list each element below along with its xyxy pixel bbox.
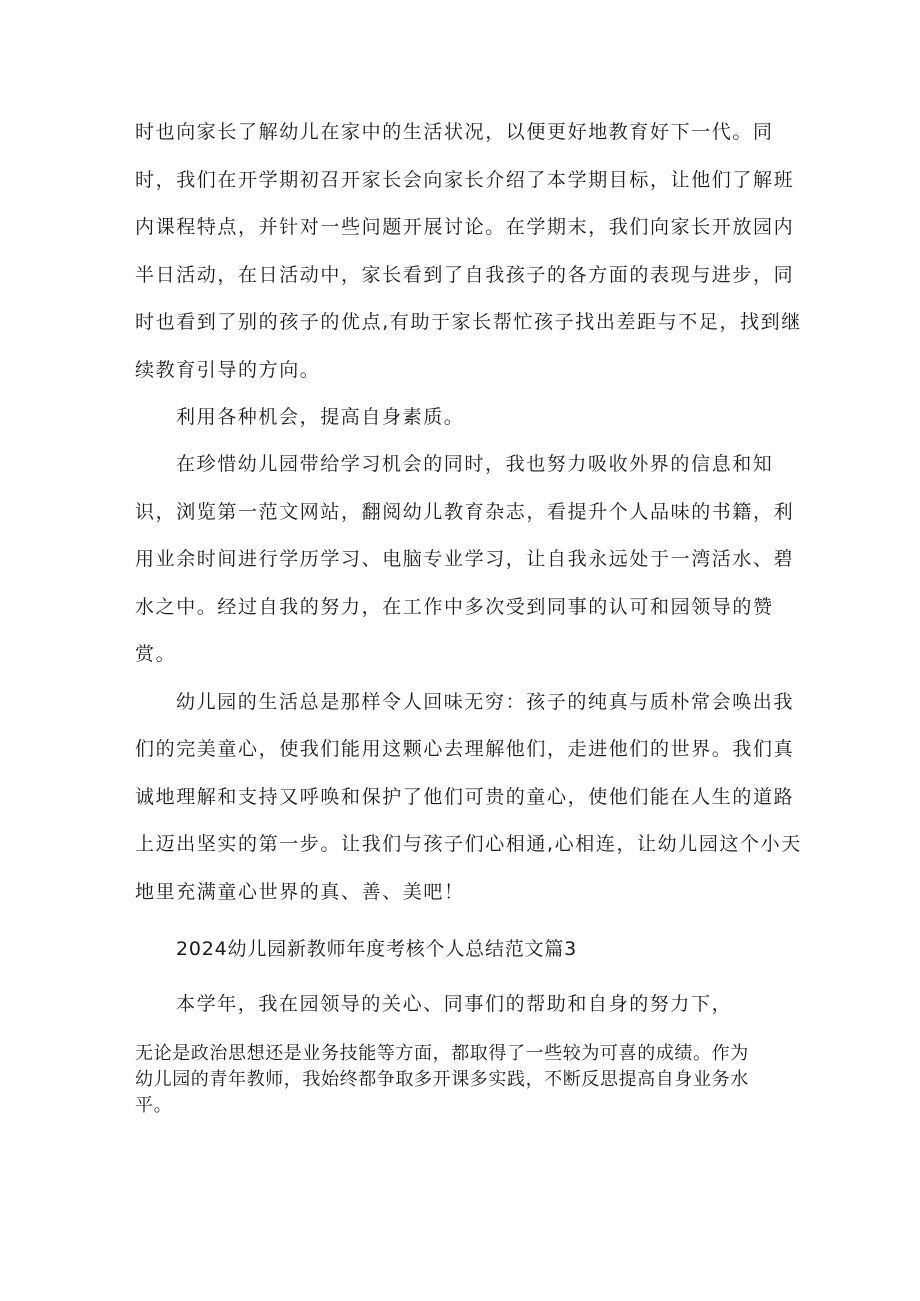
section-heading: 2024幼儿园新教师年度考核个人总结范文篇3 — [176, 938, 578, 960]
paragraph-3-line-4: 水之中。经过自我的努力，在工作中多次受到同事的认可和园领导的赞 — [135, 596, 774, 618]
paragraph-5: 本学年，我在园领导的关心、同事们的帮助和自身的努力下， — [176, 993, 733, 1015]
paragraph-1-line-3: 内课程特点，并针对一些问题开展讨论。在学期末，我们向家长开放园内 — [135, 216, 795, 238]
paragraph-6-line-1: 无论是政治思想还是业务技能等方面，都取得了一些较为可喜的成绩。作为 — [135, 1043, 749, 1064]
paragraph-1-line-4: 半日活动，在日活动中，家长看到了自我孩子的各方面的表现与进步，同 — [135, 264, 795, 286]
paragraph-4-line-2: 们的完美童心，使我们能用这颗心去理解他们，走进他们的世界。我们真 — [135, 738, 795, 760]
paragraph-1-line-6: 续教育引导的方向。 — [135, 359, 321, 381]
paragraph-1-line-1: 时也向家长了解幼儿在家中的生活状况，以便更好地教育好下一代。同 — [135, 121, 774, 143]
paragraph-4-line-5: 地里充满童心世界的真、善、美吧！ — [135, 881, 465, 903]
paragraph-4-line-3: 诚地理解和支持又呼唤和保护了他们可贵的童心，使他们能在人生的道路 — [135, 786, 795, 808]
paragraph-3-line-3: 用业余时间进行学历学习、电脑专业学习，让自我永远处于一湾活水、碧 — [135, 548, 795, 570]
paragraph-2: 利用各种机会，提高自身素质。 — [176, 406, 465, 428]
paragraph-1-line-2: 时，我们在开学期初召开家长会向家长介绍了本学期目标，让他们了解班 — [135, 169, 795, 191]
paragraph-3-line-5: 赏。 — [135, 643, 177, 665]
paragraph-3-line-1: 在珍惜幼儿园带给学习机会的同时，我也努力吸收外界的信息和知 — [176, 453, 774, 475]
paragraph-4-line-4: 上迈出坚实的第一步。让我们与孩子们心相通,心相连，让幼儿园这个小天 — [135, 833, 802, 855]
paragraph-4-line-1: 幼儿园的生活总是那样令人回味无穷：孩子的纯真与质朴常会唤出我 — [176, 691, 795, 713]
paragraph-3-line-2: 识，浏览第一范文网站，翻阅幼儿教育杂志，看提升个人品味的书籍，利 — [135, 501, 795, 523]
paragraph-6-line-2: 幼儿园的青年教师，我始终都争取多开课多实践，不断反思提高自身业务水 — [135, 1069, 749, 1090]
paragraph-1-line-5: 时也看到了别的孩子的优点,有助于家长帮忙孩子找出差距与不足，找到继 — [135, 311, 802, 333]
paragraph-6-line-3: 平。 — [135, 1095, 173, 1116]
